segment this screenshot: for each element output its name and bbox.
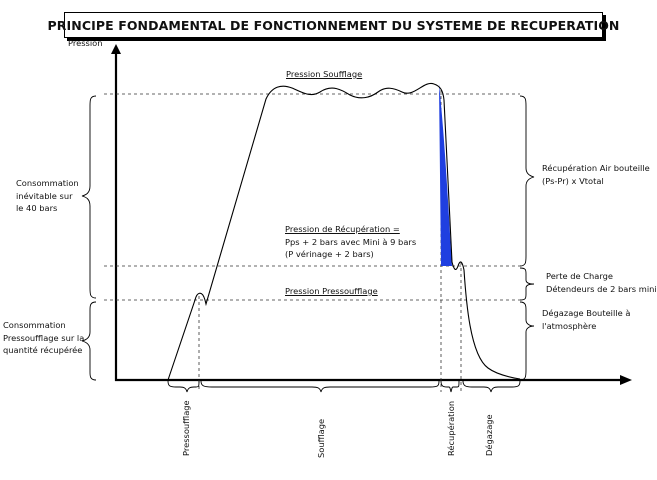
x-axis-arrow: [620, 375, 632, 385]
right-brace-degazage: [520, 302, 534, 380]
right-brace-perte-de-charge: [520, 268, 534, 300]
annotation-line: Consommation: [16, 178, 79, 188]
phase-label-soufflage: Soufflage: [316, 418, 326, 458]
recuperation-label-line-2: Pps + 2 bars avec Mini à 9 bars: [285, 236, 417, 247]
annotation-line: Récupération Air bouteille: [542, 163, 650, 173]
annotation-line: quantité récupérée: [3, 345, 83, 355]
level-pressoufflage-label: Pression Pressoufflage: [285, 286, 378, 296]
left-brace-consommation-inevitable: [82, 96, 96, 298]
annotation-line: Dégazage Bouteille à: [542, 308, 631, 318]
y-axis-arrow: [111, 44, 121, 54]
title-box: [47, 12, 620, 38]
annotation-line: le 40 bars: [16, 203, 58, 213]
phase-label-degazage: Dégazage: [484, 414, 494, 456]
annotation-line: Détendeurs de 2 bars mini: [546, 283, 657, 294]
phase-brace-pressoufflage: [168, 381, 199, 392]
level-recuperation-label: [285, 223, 416, 261]
phase-label-pressoufflage: Pressoufflage: [181, 400, 191, 456]
recuperation-fill: [439, 84, 452, 266]
annotation-line: l'atmosphère: [542, 320, 597, 331]
right-brace-recuperation-air: [520, 96, 534, 266]
annotation-line: Consommation: [3, 320, 66, 330]
phase-brace-recuperation: [441, 381, 459, 392]
annotation-consommation-pressoufflage: [3, 319, 84, 357]
recuperation-label-line-3: (P vérinage + 2 bars): [285, 249, 374, 259]
annotation-line: Perte de Charge: [546, 271, 613, 281]
annotation-recuperation-air: [542, 162, 650, 187]
diagram-title: PRINCIPE FONDAMENTAL DE FONCTIONNEMENT DU SYSTEME DE RECUPERATION: [47, 17, 620, 33]
phase-brace-soufflage: [201, 381, 439, 392]
annotation-line: (Ps-Pr) x Vtotal: [542, 175, 604, 186]
phase-label-recuperation: Récupération: [446, 400, 456, 456]
y-axis-label: Pression: [68, 38, 103, 48]
annotation-line: Pressoufflage sur la: [3, 332, 85, 343]
level-soufflage-label: Pression Soufflage: [286, 69, 363, 79]
annotation-line: inévitable sur: [16, 190, 73, 201]
annotation-perte-de-charge: [546, 270, 657, 295]
phase-brace-degazage: [463, 381, 520, 392]
annotation-consommation-inevitable: [16, 177, 79, 215]
annotation-degazage: [542, 307, 630, 332]
recuperation-label-line-1: Pression de Récupération =: [285, 224, 400, 234]
